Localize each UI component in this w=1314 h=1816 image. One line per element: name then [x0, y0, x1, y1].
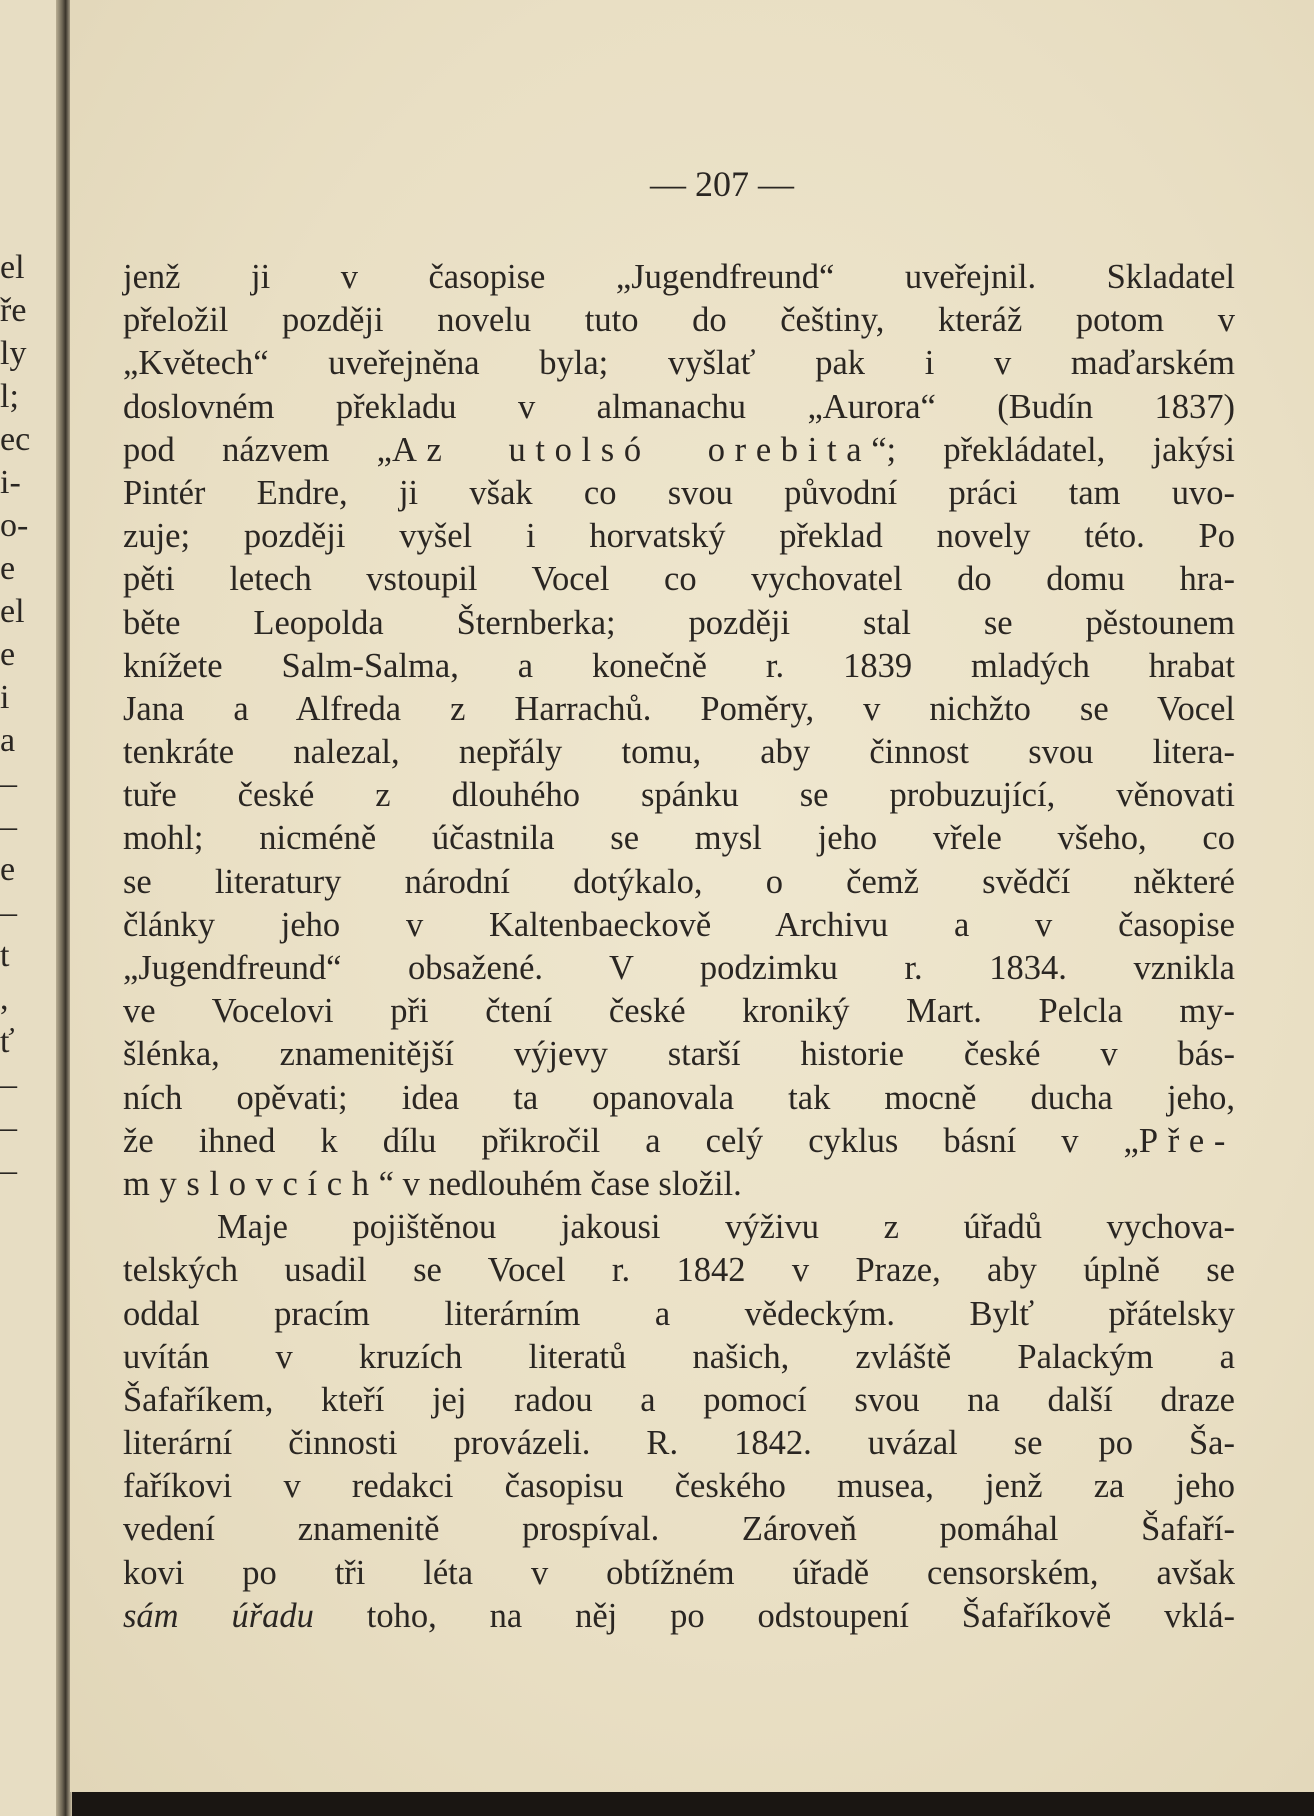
page-number: — 207 —: [650, 164, 794, 204]
text-line: faříkovi v redakci časopisu českého musea, jenž za jeho: [123, 1467, 1235, 1506]
text-line: Jana a Alfreda z Harrachů. Poměry, v nichžto se Vocel: [123, 689, 1235, 728]
previous-page-fragment: –: [0, 1109, 17, 1146]
text-line: [123, 1120, 1235, 1163]
letterspaced-title: Pře-: [1138, 1121, 1235, 1160]
previous-page-fragment: –: [0, 765, 17, 802]
text-run: “ v nedlouhém čase složil.: [378, 1164, 742, 1203]
body-text: [123, 256, 1235, 1638]
text-line: běte Leopolda Šternberka; později stal se pěstounem: [123, 603, 1235, 642]
previous-page-fragment: ly: [0, 335, 27, 372]
book-page: [70, 0, 1314, 1792]
text-line: [123, 1595, 1235, 1638]
text-line: „Jugendfreund“ obsažené. V podzimku r. 1834. vznikla: [123, 949, 1235, 987]
text-line: kovi po tři léta v obtížném úřadě censorském, avšak: [123, 1553, 1235, 1592]
previous-page-fragment: e: [0, 550, 16, 587]
previous-page-fragment: l;: [0, 378, 19, 415]
text-line: tenkráte nalezal, nepřály tomu, aby činnost svou litera-: [123, 733, 1235, 772]
previous-page-edge: [0, 0, 64, 1816]
previous-page-fragment: –: [0, 1066, 17, 1103]
previous-page-fragment: ,: [0, 980, 9, 1017]
text-line: knížete Salm-Salma, a konečně r. 1839 mladých hrabat: [123, 646, 1235, 685]
letterspaced-title: myslovcích: [123, 1164, 379, 1203]
text-run: že ihned k dílu přikročil a celý cyklus básní v „: [123, 1121, 1139, 1160]
previous-page-fragment: –: [0, 1152, 17, 1189]
previous-page-fragment: –: [0, 894, 17, 931]
text-line: pěti letech vstoupil Vocel co vychovatel do domu hra-: [123, 560, 1235, 599]
text-line: zuje; později vyšel i horvatský překlad novely této. Po: [123, 517, 1235, 556]
text-line: [123, 1163, 1235, 1206]
text-line: ve Vocelovi při čtení české kroniký Mart. Pelcla my-: [123, 992, 1235, 1031]
previous-page-fragment: ec: [0, 421, 31, 458]
text-line: „Květech“ uveřejněna byla; vyšlať pak i v maďarském: [123, 344, 1235, 383]
text-line: jenž ji v časopise „Jugendfreund“ uveřejnil. Skladatel: [123, 258, 1235, 296]
text-run: pod názvem „: [123, 430, 392, 469]
text-line: uvítán v kruzích literatů našich, zvláště Palackým a: [123, 1337, 1235, 1376]
previous-page-fragment: i: [0, 679, 10, 716]
text-line: telských usadil se Vocel r. 1842 v Praze, aby úplně se: [123, 1251, 1235, 1290]
text-line: přeložil později novelu tuto do češtiny, kteráž potom v: [123, 301, 1235, 340]
text-line: články jeho v Kaltenbaeckově Archivu a v časopise: [123, 905, 1235, 944]
text-line: oddal pracím literárním a vědeckým. Bylť přátelsky: [123, 1294, 1235, 1333]
text-line: tuře české z dlouhého spánku se probuzující, věnovati: [123, 776, 1235, 815]
previous-page-fragment: –: [0, 808, 17, 845]
text-line: Maje pojištěnou jakousi výživu z úřadů vychova-: [217, 1208, 1235, 1247]
text-run: “; překládatel, jakýsi: [871, 430, 1235, 469]
previous-page-fragment: i-: [0, 464, 21, 501]
previous-page-fragment: el: [0, 593, 25, 630]
text-line: Šafaříkem, kteří jej radou a pomocí svou na další draze: [123, 1380, 1235, 1419]
previous-page-fragment: ře: [0, 292, 27, 329]
previous-page-fragment: ť: [0, 1023, 15, 1060]
text-run: toho, na něj po odstoupení Šafaříkově vklá-: [313, 1596, 1235, 1635]
text-line: mohl; nicméně účastnila se mysl jeho vřele všeho, co: [123, 819, 1235, 858]
previous-page-fragment: el: [0, 249, 25, 286]
text-line: ních opěvati; idea ta opanovala tak mocně ducha jeho,: [123, 1078, 1235, 1117]
text-line: Pintér Endre, ji však co svou původní práci tam uvo-: [123, 473, 1235, 512]
italic-text-run: sám úřadu: [123, 1596, 314, 1635]
text-line: vedení znamenitě prospíval. Zároveň pomáhal Šafaří-: [123, 1510, 1235, 1549]
previous-page-fragment: t: [0, 937, 10, 974]
previous-page-fragment: e: [0, 636, 16, 673]
text-line: literární činnosti provázeli. R. 1842. uvázal se po Ša-: [123, 1424, 1235, 1463]
text-line: šlénka, znamenitější výjevy starší historie české v bás-: [123, 1035, 1235, 1074]
previous-page-fragment: e: [0, 851, 16, 888]
previous-page-fragment: o-: [0, 507, 29, 544]
text-line: [123, 429, 1235, 472]
text-line: doslovném překladu v almanachu „Aurora“ (Budín 1837): [123, 387, 1235, 426]
text-line: se literatury národní dotýkalo, o čemž svědčí některé: [123, 862, 1235, 901]
previous-page-text-fragments: [0, 246, 64, 1192]
previous-page-fragment: a: [0, 722, 16, 759]
letterspaced-title: Az utolsó orebita: [391, 430, 872, 469]
